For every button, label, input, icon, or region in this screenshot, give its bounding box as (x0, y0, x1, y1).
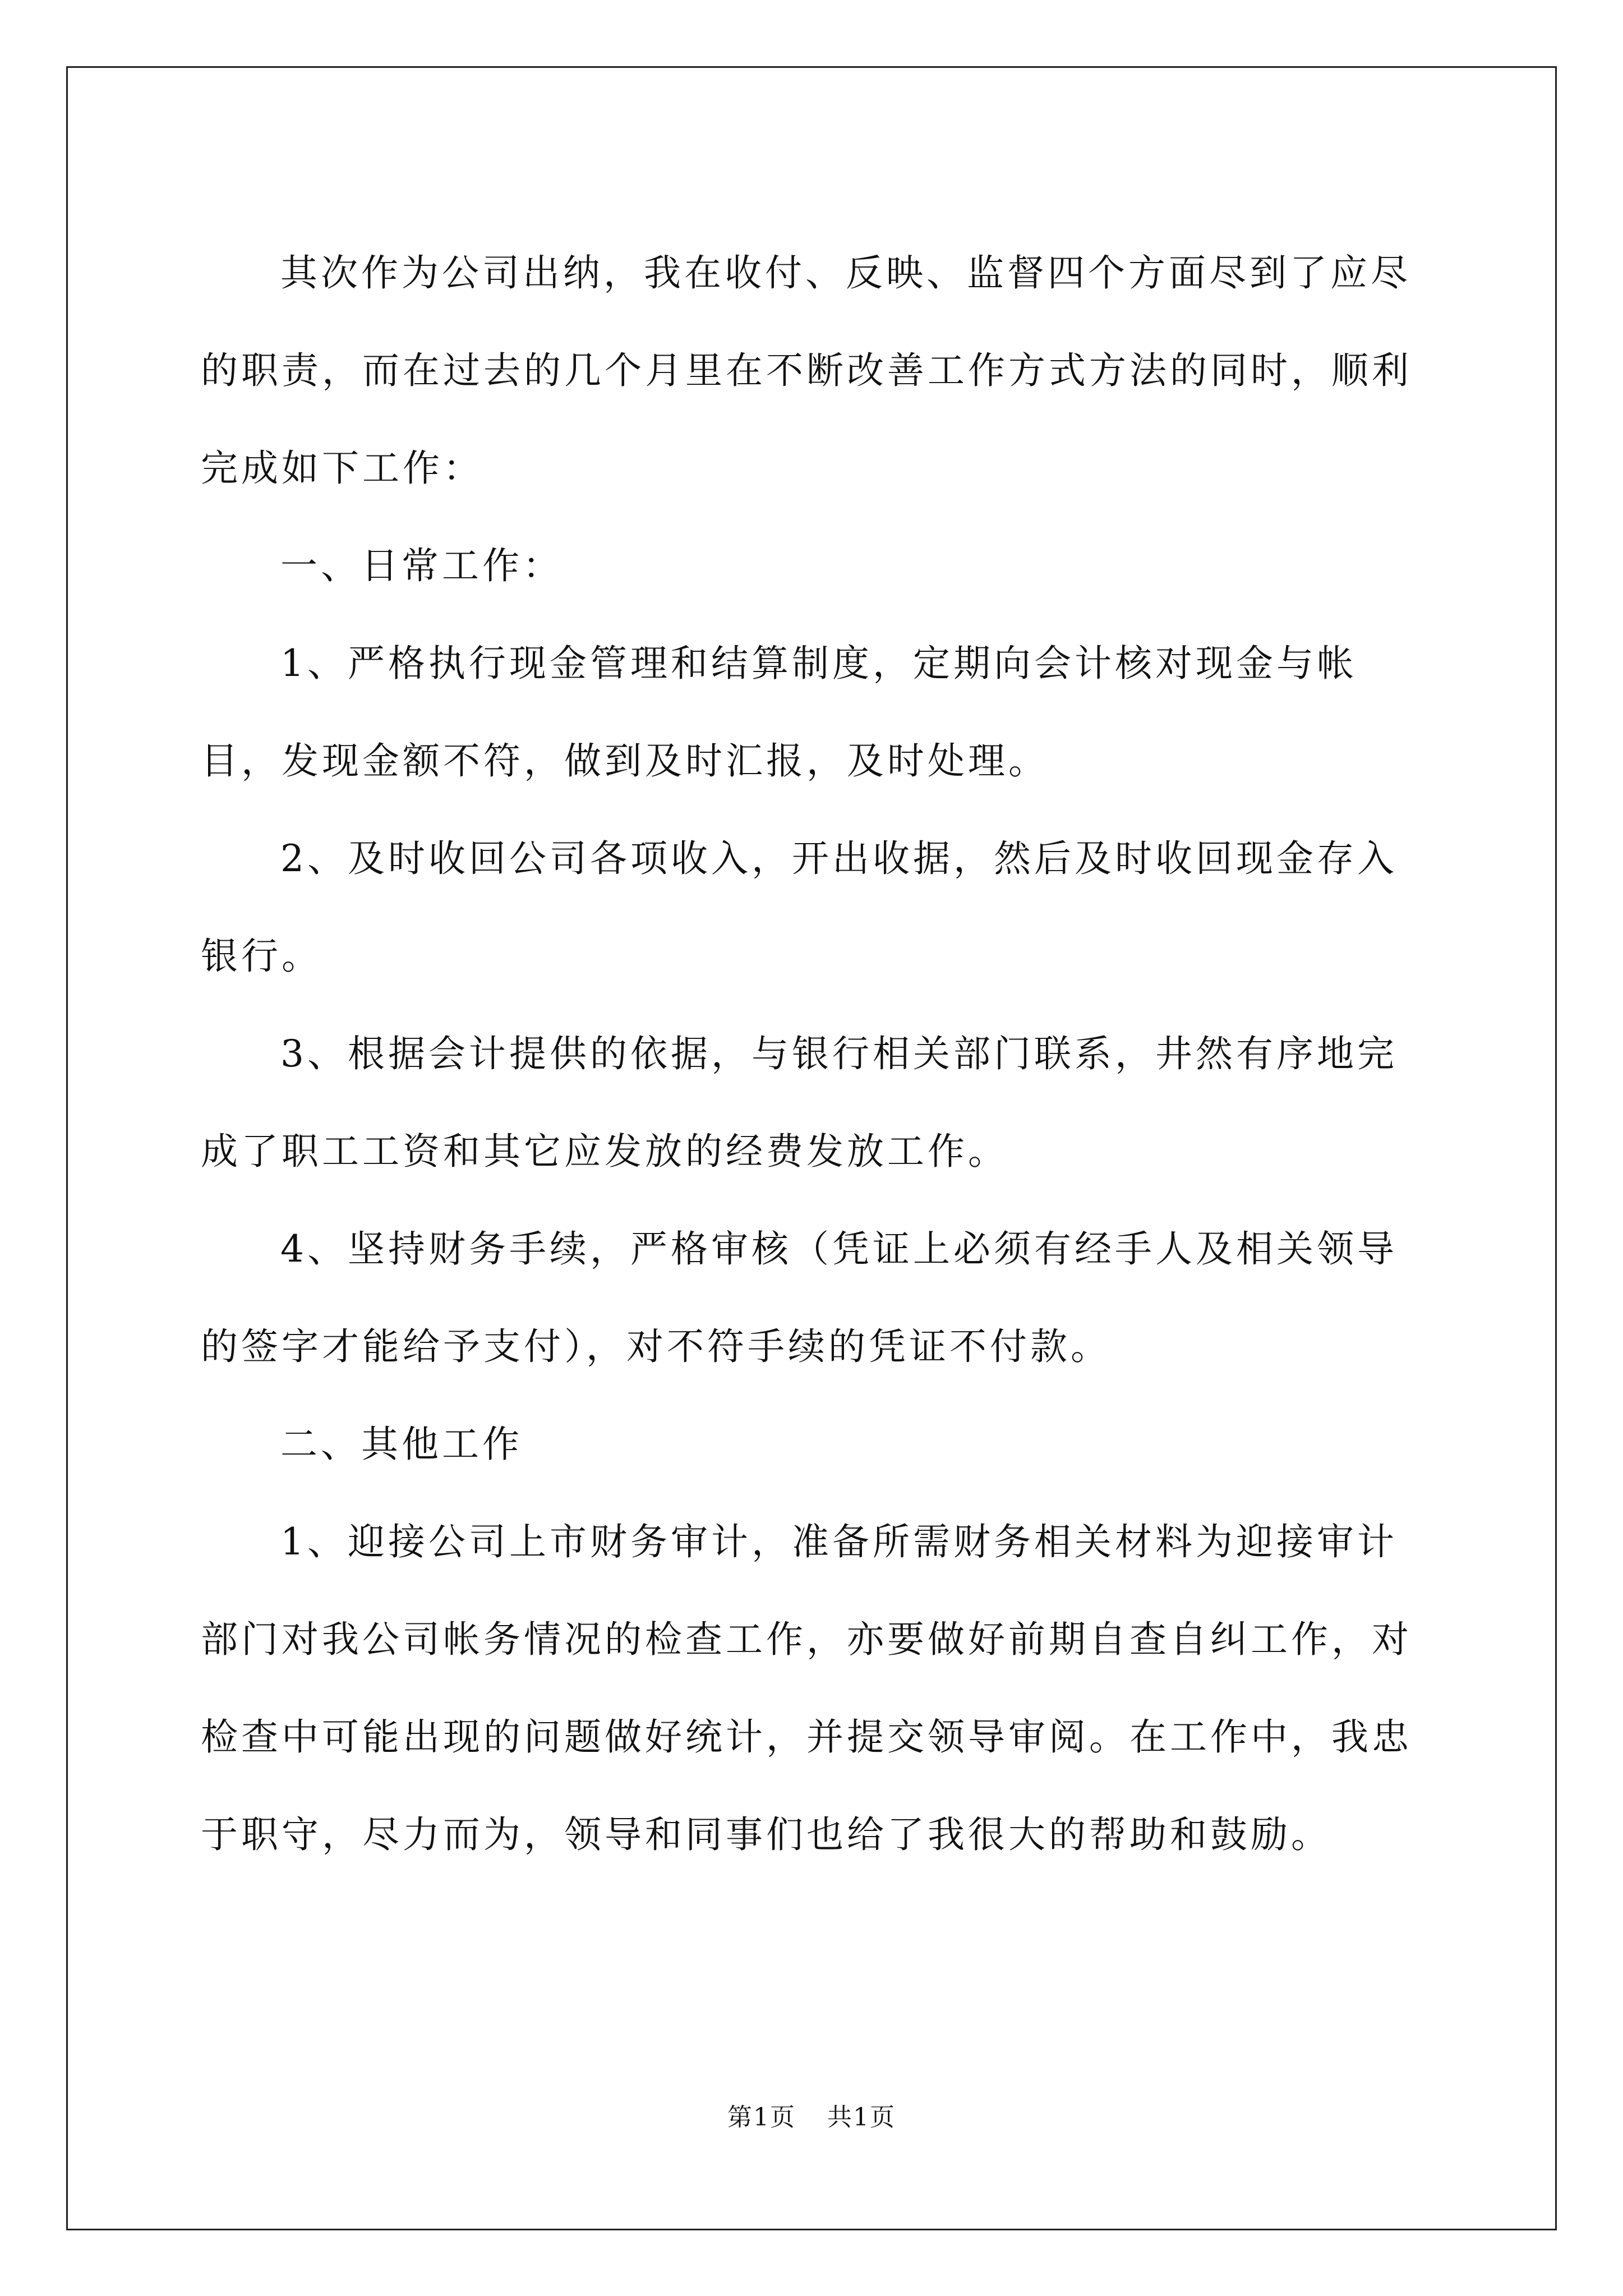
page-number-total: 共1页 (827, 2103, 896, 2132)
page-number-current: 第1页 (727, 2103, 796, 2132)
paragraph-item-3: 3、根据会计提供的依据，与银行相关部门联系，井然有序地完成了职工工资和其它应发放的经费发放工作。 (201, 1032, 1398, 1173)
heading-daily-work: 一、日常工作： (280, 544, 563, 587)
document-body (201, 224, 1423, 1884)
paragraph-item-2: 2、及时收回公司各项收入，开出收据，然后及时收回现金存入银行。 (201, 837, 1398, 978)
paragraph-item-1: 1、严格执行现金管理和结算制度，定期向会计核对现金与帐目，发现金额不符，做到及时汇报，及时处理。 (201, 642, 1357, 783)
heading-other-work: 二、其他工作 (280, 1423, 523, 1466)
paragraph-item-4: 4、坚持财务手续，严格审核（凭证上必须有经手人及相关领导的签字才能给予支付），对不符手续的凭证不付款。 (201, 1227, 1398, 1368)
page-footer (0, 2097, 1623, 2133)
paragraph-other-item-1: 1、迎接公司上市财务审计，准备所需财务相关材料为迎接审计部门对我公司帐务情况的检查工作，亦要做好前期自查自纠工作，对检查中可能出现的问题做好统计，并提交领导审阅。在工作中，我忠于职守，尽力而为，领导和同事们也给了我很大的帮助和鼓励。 (201, 1520, 1412, 1856)
paragraph-intro: 其次作为公司出纳，我在收付、反映、监督四个方面尽到了应尽的职责，而在过去的几个月里在不断改善工作方式方法的同时，顺利完成如下工作： (201, 251, 1412, 490)
